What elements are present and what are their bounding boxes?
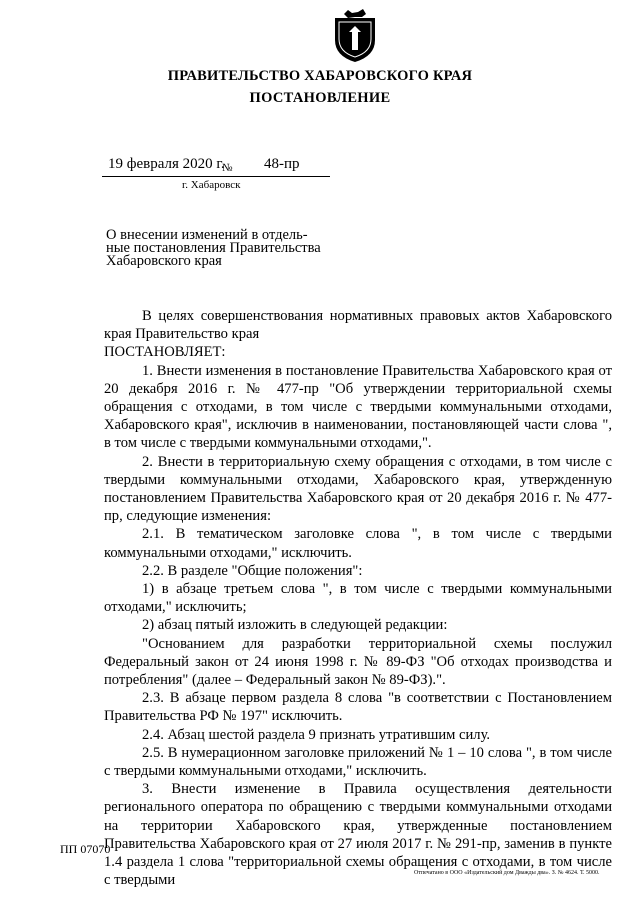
government-name: ПРАВИТЕЛЬСТВО ХАБАРОВСКОГО КРАЯ bbox=[167, 68, 473, 84]
paragraph-2-2-quote: "Основанием для разработки территориальной схемы послужил Федеральный закон от 24 июня 1998 г. № 89-ФЗ "Об отходах производства и потребления" (далее – Федеральный закон № 89-ФЗ).". bbox=[104, 635, 612, 689]
paragraph-2: 2. Внести в территориальную схему обращения с отходами, в том числе с твердыми коммунальными отходами, Хабаровского края, утвержденную постановлением Правительства Хабаровского края от 20 декабря 2016 г. № 477-пр, следующие изменения: bbox=[104, 453, 612, 525]
decree-word: ПОСТАНОВЛЯЕТ: bbox=[104, 344, 226, 361]
decree-subject bbox=[106, 229, 346, 268]
paragraph-2-2-1: 1) в абзаце третьем слова ", в том числе с твердыми коммунальными отходами," исключить; bbox=[104, 581, 612, 616]
document-code: ПП 07070 bbox=[60, 842, 111, 856]
document-type: ПОСТАНОВЛЕНИЕ bbox=[249, 90, 391, 106]
paragraph-1: 1. Внести изменения в постановление Правительства Хабаровского края от 20 декабря 2016 г. № 477-пр "Об утверждении территориальной схемы обращения с отходами, в том числе с твердыми коммунальными отходами, Хабаровского края", исключив в наименовании, постановляющей части слова ", в том числе с твердыми коммунальными отходами,". bbox=[104, 362, 612, 452]
khabarovsk-coat-of-arms-icon bbox=[330, 8, 380, 64]
city: г. Хабаровск bbox=[182, 179, 241, 191]
paragraph-2-2: 2.2. В разделе "Общие положения": bbox=[142, 562, 363, 579]
intro-paragraph: В целях совершенствования нормативных правовых актов Хабаровского края Правительство края bbox=[104, 308, 612, 343]
number-sign: № bbox=[222, 162, 233, 174]
decree-body bbox=[104, 307, 612, 890]
subject-line: ные постановления Правительства bbox=[106, 240, 321, 256]
decree-date: 19 февраля 2020 г. bbox=[108, 156, 225, 172]
subject-line: О внесении изменений в отдель- bbox=[106, 227, 308, 243]
paragraph-2-4: 2.4. Абзац шестой раздела 9 признать утратившим силу. bbox=[142, 726, 491, 743]
paragraph-2-5: 2.5. В нумерационном заголовке приложений № 1 – 10 слова ", в том числе с твердыми коммунальными отходами," исключить. bbox=[104, 744, 612, 780]
decree-number: 48-пр bbox=[264, 156, 300, 172]
date-underline bbox=[102, 176, 330, 177]
paragraph-2-3: 2.3. В абзаце первом раздела 8 слова "в соответствии с Постановлением Правительства РФ № 197" исключить. bbox=[104, 690, 612, 725]
printer-note: Отпечатано в ООО «Издательский дом Дважды два». З. № 4624. Т. 5000. bbox=[414, 870, 600, 876]
subject-line: Хабаровского края bbox=[106, 253, 222, 269]
paragraph-2-1: 2.1. В тематическом заголовке слова ", в том числе с твердыми коммунальными отходами," исключить. bbox=[104, 526, 612, 561]
paragraph-3: 3. Внести изменение в Правила осуществления деятельности регионального оператора по обращению с твердыми коммунальными отходами на территории Хабаровского края, утвержденные постановлением Правительства Хабаровского края от 27 июля 2017 г. № 291-пр, заменив в пункте 1.4 раздела 1 слова "территориальной схемы обращения с отходами, в том числе с твердыми bbox=[104, 781, 612, 889]
paragraph-2-2-2: 2) абзац пятый изложить в следующей редакции: bbox=[142, 617, 448, 634]
